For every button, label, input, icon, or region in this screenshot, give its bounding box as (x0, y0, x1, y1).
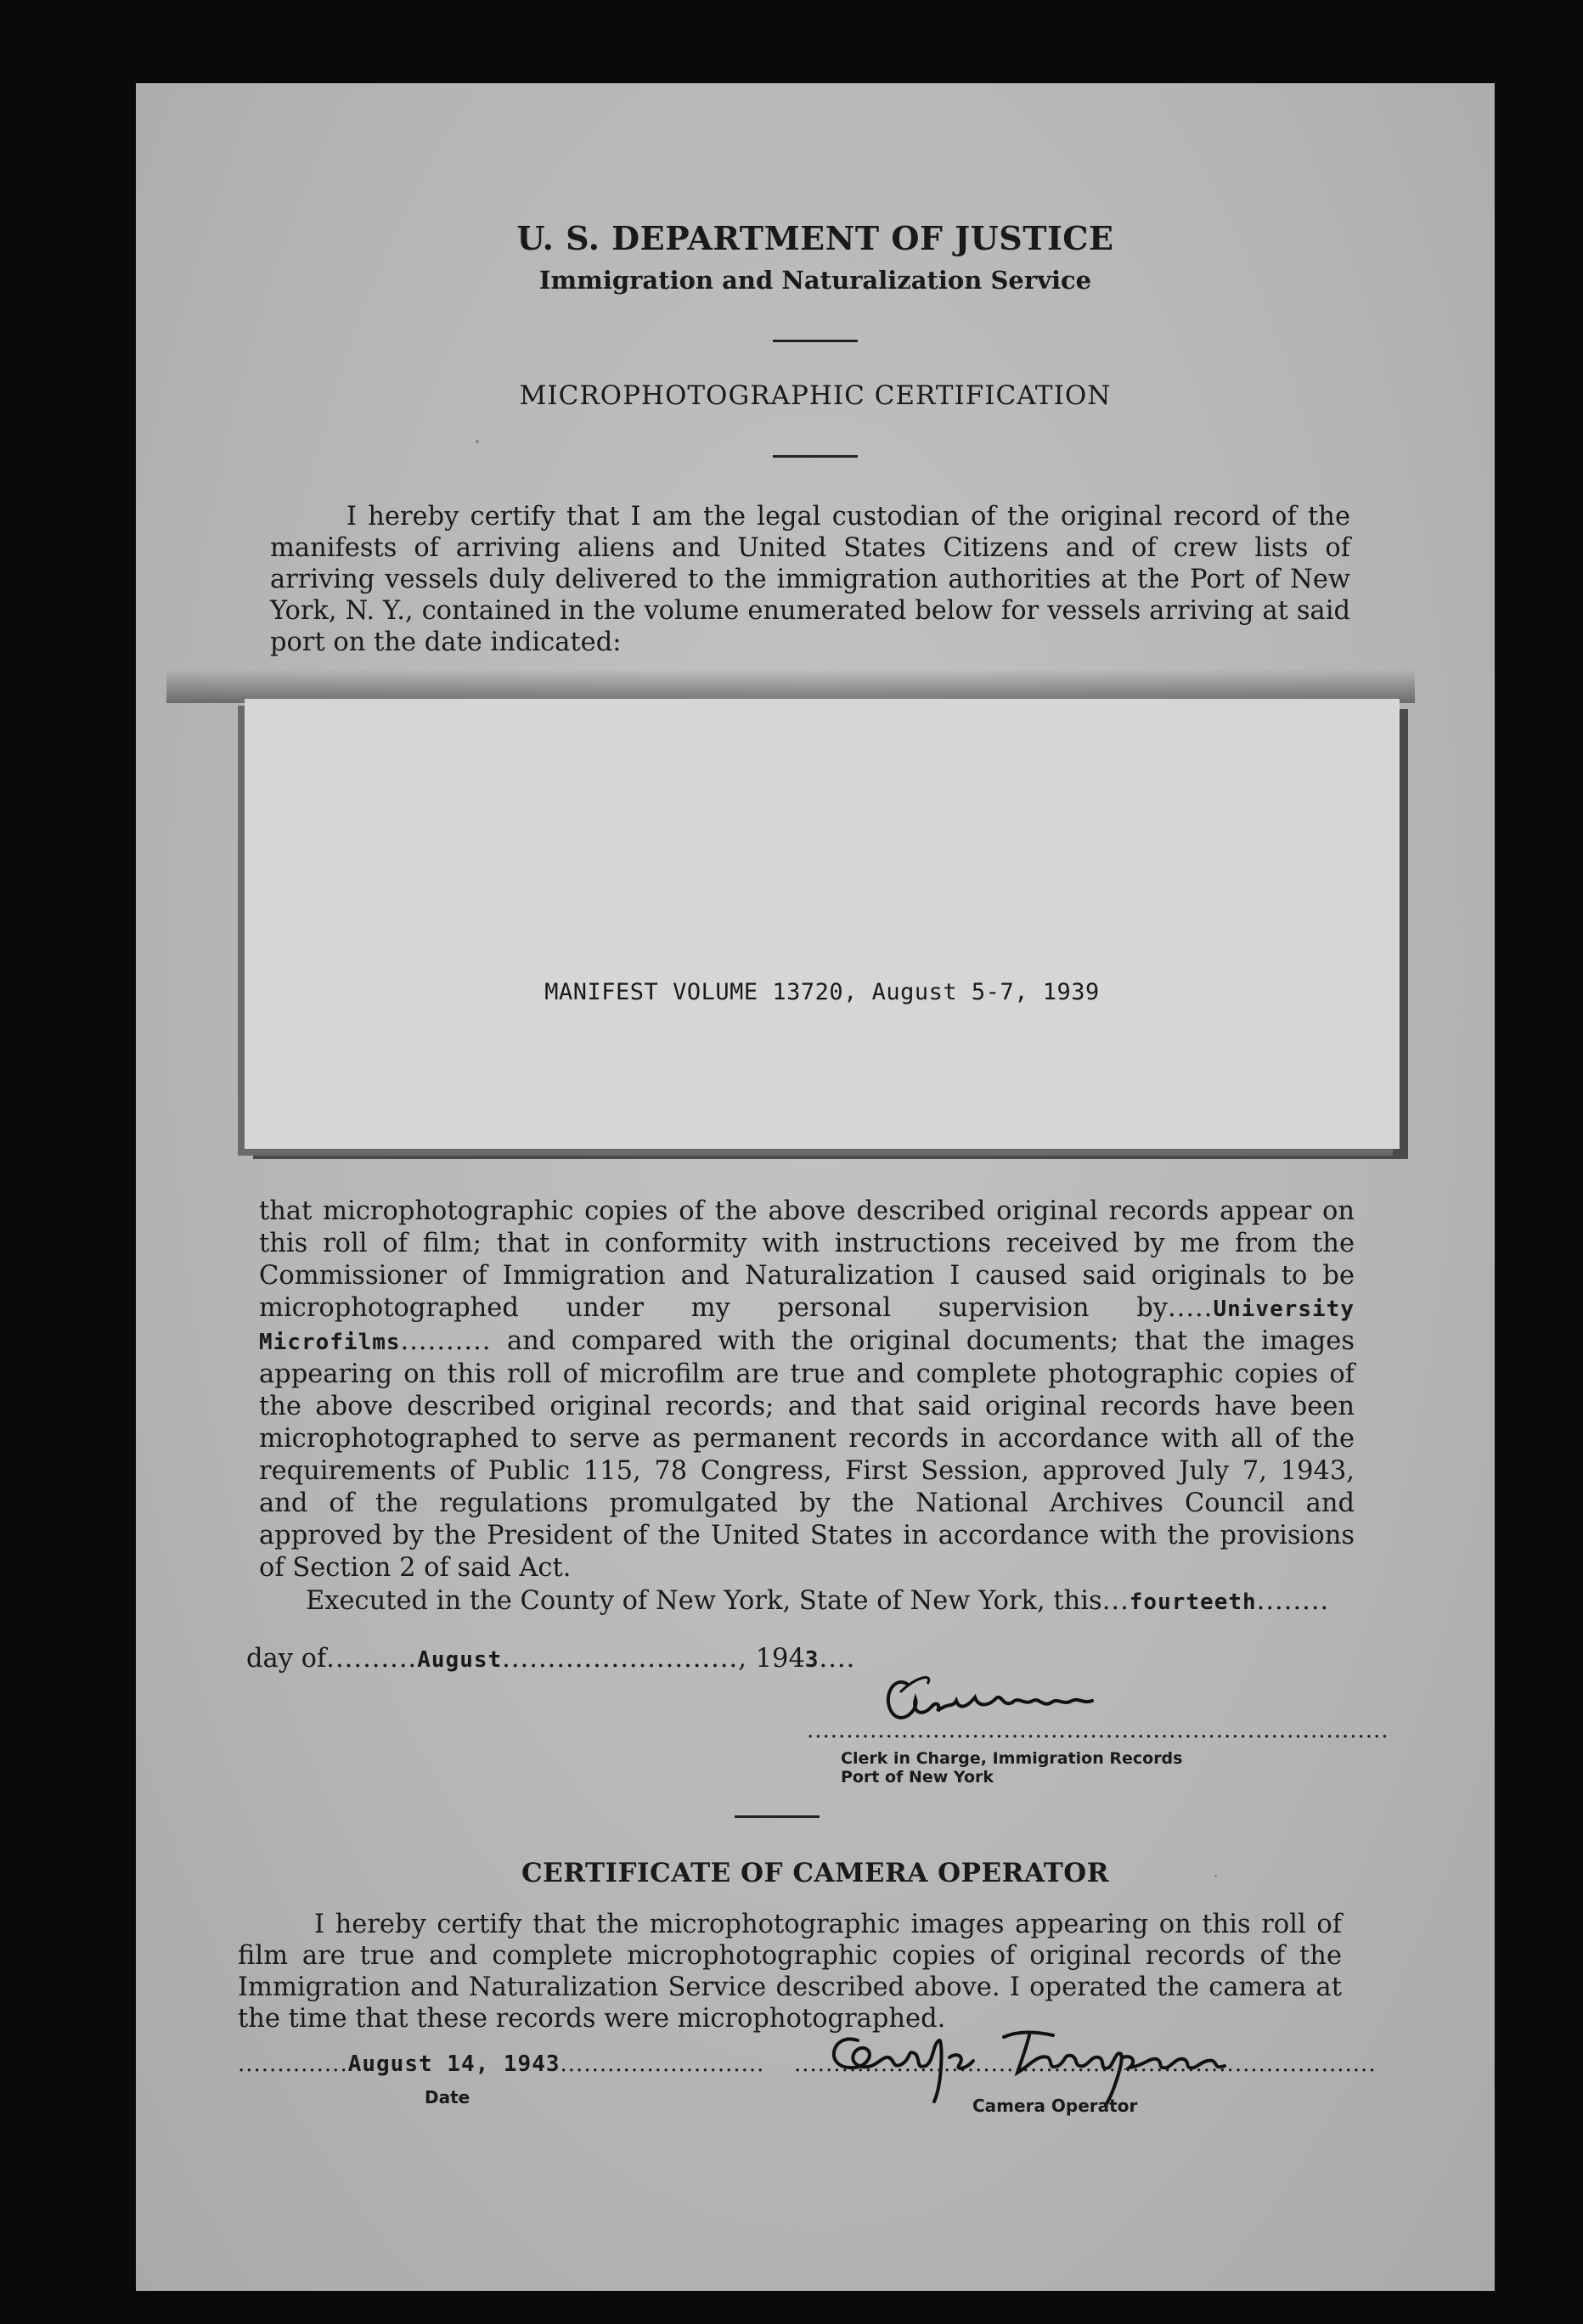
date-line (238, 2051, 765, 2077)
day-of-label: day of (246, 1644, 327, 1674)
clerk-title-line2: Port of New York (841, 1768, 994, 1787)
dotted-leader: ... (1101, 1586, 1130, 1616)
execution-text: Executed in the County of New York, State of New York, this (306, 1586, 1102, 1616)
dotted-leader: .......... (326, 1644, 418, 1674)
clerk-signature-line: .......................................................................... (807, 1718, 1389, 1743)
paper-speck (1214, 1875, 1217, 1877)
inserted-card (245, 699, 1400, 1149)
execution-day: fourteeth (1129, 1590, 1257, 1615)
dotted-leader: .............. (238, 2051, 348, 2077)
year-digit: 3 (804, 1647, 820, 1673)
body-text-part1: that microphotographic copies of the above described original records appear on this roll of film; that in conformity with instructions received by me from the Commissioner of Immigration and Naturalization I caused said originals to be microphotographed under my personal supervision by (259, 1196, 1355, 1323)
divider (773, 455, 858, 458)
dotted-leader: ........ (1256, 1586, 1330, 1616)
certification-title: MICROPHOTOGRAPHIC CERTIFICATION (519, 380, 1112, 411)
execution-month: August (417, 1647, 503, 1673)
camera-certificate-title: CERTIFICATE OF CAMERA OPERATOR (521, 1858, 1110, 1888)
divider (773, 340, 858, 342)
year-prefix: 194 (755, 1644, 805, 1674)
operator-date: August 14, 1943 (347, 2051, 561, 2077)
manifest-volume-text: MANIFEST VOLUME 13720, August 5-7, 1939 (544, 979, 1100, 1005)
dotted-leader: .........................., (502, 1644, 747, 1674)
service-subheading: Immigration and Naturalization Service (538, 266, 1092, 295)
department-heading: U. S. DEPARTMENT OF JUSTICE (516, 219, 1114, 257)
certification-body (259, 1196, 1355, 1584)
dotted-leader: .......................... (560, 2051, 765, 2077)
paper-speck (476, 440, 479, 443)
supervisor-name: University Microfilms (259, 1297, 1355, 1355)
dotted-leader: .... (819, 1644, 856, 1674)
certificate-page (136, 83, 1495, 2291)
divider (735, 1815, 820, 1818)
body-text-part2: and compared with the original documents; that the images appearing on this roll of microfilm are true and complete photographic copies of the above described original records; and that said original records have been microphotographed to serve as permanent records in accordance with all of the requirements of Public 115, 78 Congress, First Session, approved July 7, 1943, and of the regulations promulgated by the National Archives Council and approved by the President of the United States in accordance with the provisions of Section 2 of said Act. (259, 1326, 1355, 1583)
card-shadow (166, 669, 1415, 703)
camera-paragraph: I hereby certify that the microphotographic images appearing on this roll of film are true and complete microphotographic copies of original records of the Immigration and Naturalization Service described above. I operated the camera at the time that these records were microphotographed. (238, 1910, 1342, 2034)
dotted-leader: .......... (400, 1326, 492, 1356)
camera-operator-line: .......................................................................... (794, 2051, 1377, 2077)
clerk-title-line1: Clerk in Charge, Immigration Records (841, 1749, 1183, 1768)
dotted-leader: ..... (1167, 1293, 1214, 1323)
clerk-title (841, 1749, 1182, 1787)
date-label: Date (425, 2087, 470, 2107)
camera-operator-label: Camera Operator (972, 2096, 1138, 2116)
execution-line (306, 1586, 1350, 1616)
intro-paragraph: I hereby certify that I am the legal custodian of the original record of the manifests of arriving aliens and United States Citizens and of crew lists of arriving vessels duly delivered to the immigration authorities at the Port of New York, N. Y., contained in the volume enumerated below for vessels arriving at said port on the date indicated: (270, 502, 1350, 657)
